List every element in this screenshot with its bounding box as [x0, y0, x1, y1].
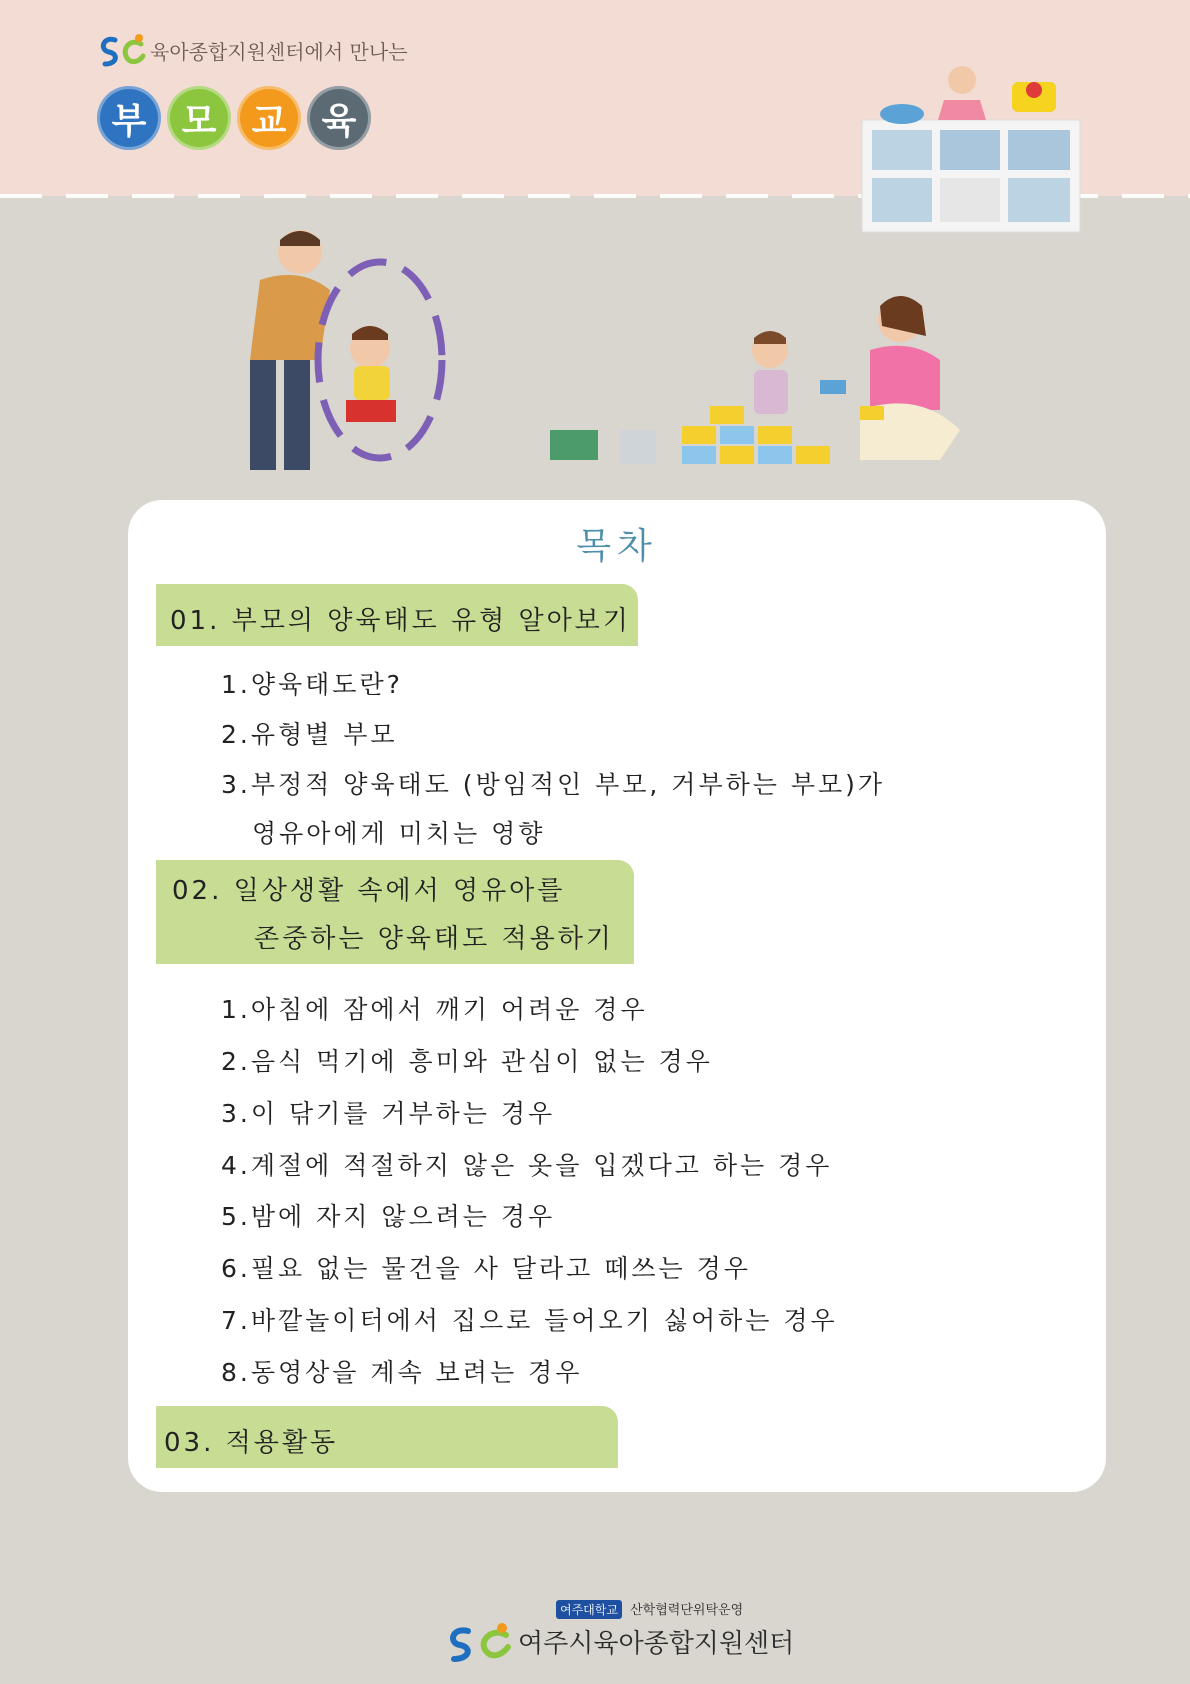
section-2-item-6: 6.필요 없는 물건을 사 달라고 떼쓰는 경우: [221, 1254, 751, 1283]
toc-title: 목차: [576, 526, 658, 567]
section-2-item-5: 5.밤에 자지 않으려는 경우: [221, 1202, 556, 1231]
toc-card: [128, 500, 1106, 1492]
section-1-item-3-cont: 영유아에게 미치는 영향: [252, 819, 546, 848]
university-badge: 여주대학교: [556, 1600, 622, 1619]
footer: [440, 1597, 795, 1667]
section-2-bar[interactable]: [156, 860, 634, 964]
toy-shelf-illustration: [852, 60, 1092, 240]
header-subtitle: 육아종합지원센터에서 만나는: [150, 40, 408, 64]
family-illustration: [220, 230, 1040, 500]
section-2-item-8: 8.동영상을 계속 보려는 경우: [221, 1358, 583, 1387]
section-3-title: 03. 적용활동: [164, 1428, 339, 1458]
section-2-item-4: 4.계절에 적절하지 않은 옷을 입겠다고 하는 경우: [221, 1151, 833, 1180]
section-1-title: 01. 부모의 양육태도 유형 알아보기: [170, 606, 631, 636]
section-1-item-2: 2.유형별 부모: [221, 720, 398, 749]
footer-university-line: [556, 1599, 743, 1619]
section-3-bar[interactable]: [156, 1406, 618, 1468]
section-1-item-1: 1.양육태도란?: [221, 670, 403, 699]
sc-logo-icon: [97, 30, 147, 70]
title-char-2: 모: [167, 86, 231, 150]
sc-logo-icon: [444, 1619, 514, 1663]
section-2-item-7: 7.바깥놀이터에서 집으로 들어오기 싫어하는 경우: [221, 1306, 838, 1335]
footer-center-name: 여주시육아종합지원센터: [518, 1629, 795, 1659]
section-1-bar[interactable]: [156, 584, 638, 646]
section-1-item-3: 3.부정적 양육태도 (방임적인 부모, 거부하는 부모)가: [221, 770, 886, 799]
title-row: [97, 86, 371, 150]
title-char-1: 부: [97, 86, 161, 150]
section-2-item-3: 3.이 닦기를 거부하는 경우: [221, 1099, 556, 1128]
section-2-item-2: 2.음식 먹기에 흥미와 관심이 없는 경우: [221, 1047, 713, 1076]
section-2-item-1: 1.아침에 잠에서 깨기 어려운 경우: [221, 995, 648, 1024]
section-2-title-line-2: 존중하는 양육태도 적용하기: [254, 924, 614, 954]
footer-operation: 산학협력단위탁운영: [630, 1603, 744, 1618]
section-2-title-line-1: 02. 일상생활 속에서 영유아를: [172, 876, 566, 906]
title-char-3: 교: [237, 86, 301, 150]
title-char-4: 육: [307, 86, 371, 150]
